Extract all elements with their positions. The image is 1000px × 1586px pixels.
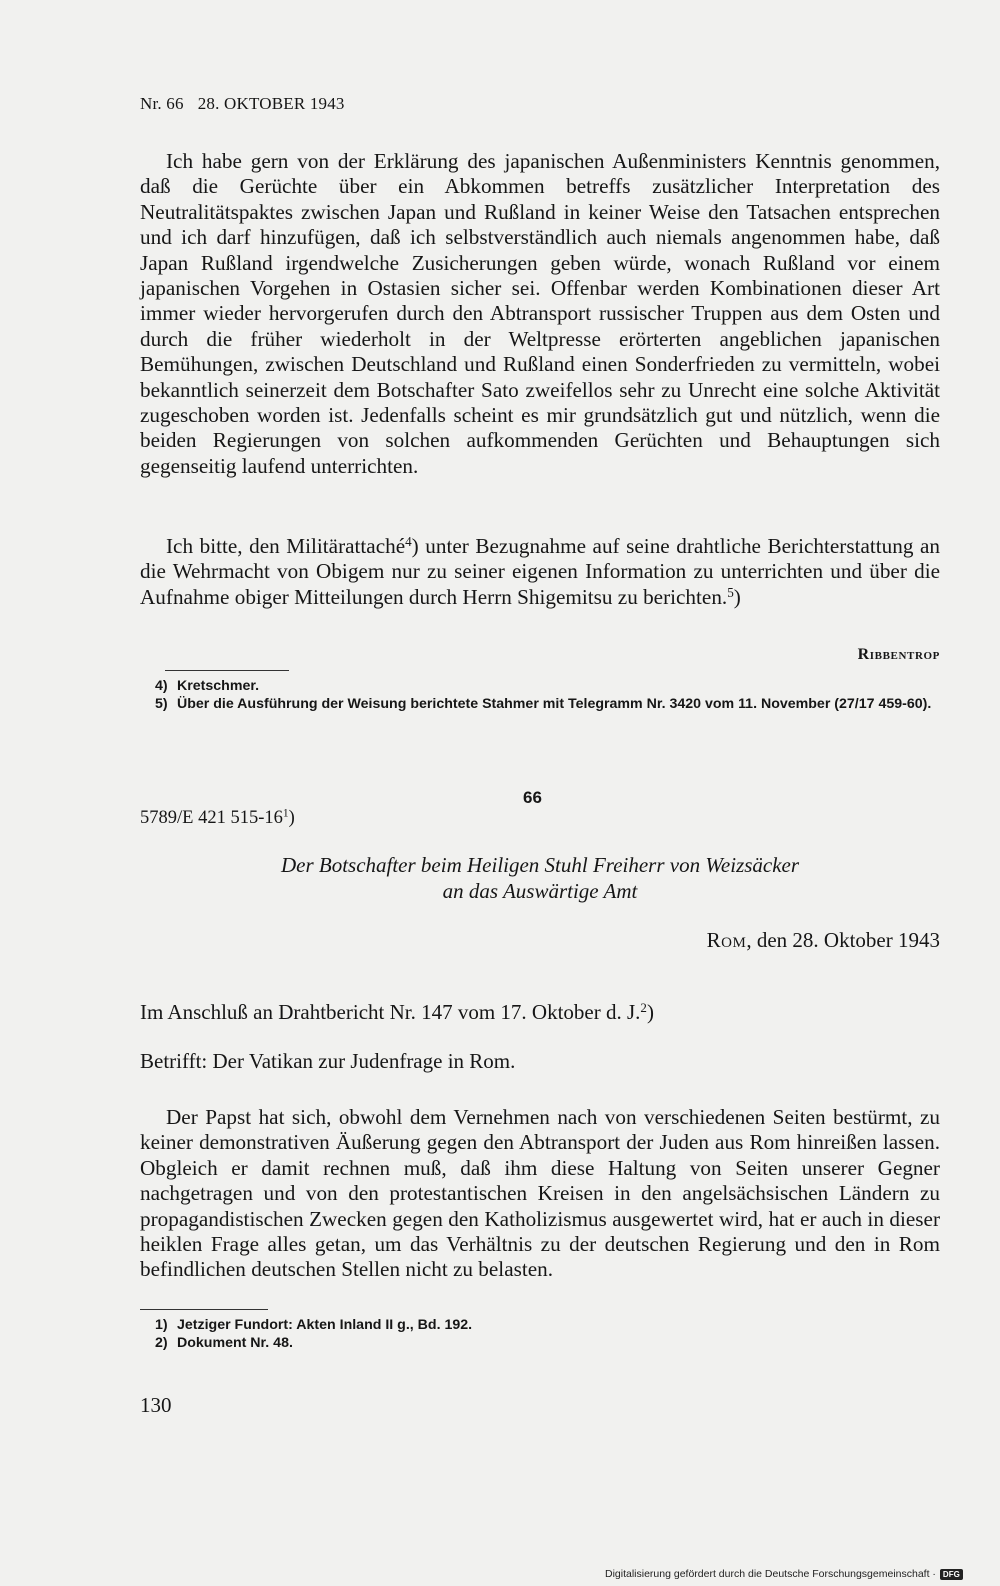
footnote-ref: 1 <box>282 807 289 820</box>
heading-line: an das Auswärtige Amt <box>442 879 638 903</box>
page-number: 130 <box>140 1393 172 1417</box>
paragraph-text: Ich bitte, den Militärattaché <box>166 534 406 558</box>
heading-line: Der Botschafter beim Heiligen Stuhl Freiherr von Weizsäcker <box>280 853 800 877</box>
footnote-mark: 2) <box>155 1334 168 1351</box>
letter-paragraph-2 <box>140 534 940 610</box>
subject-line: Betrifft: Der Vatikan zur Judenfrage in Rom. <box>140 1049 516 1073</box>
footnote <box>155 696 945 714</box>
dateline-place: Rom <box>706 928 747 952</box>
footnote-text: Über die Ausführung der Weisung berichtete Stahmer mit Telegramm Nr. 3420 vom 11. November (27/17 459-60). <box>177 695 932 712</box>
running-head <box>140 94 345 114</box>
paragraph-text: Ich habe gern von der Erklärung des japanischen Außenministers Kenntnis genommen, daß die Gerüchte über ein Abkommen betreffs zusätzlicher Interpretation des Neutralitätspaktes zwischen Japan und Rußland in keiner Weise den Tatsachen entsprechen und ich darf hinzufügen, daß ich selbstverständlich auch niemals angenommen habe, daß Japan Rußland irgendwelche Zusicherungen geben würde, wonach Rußland vor einem japanischen Vorgehen in Ostasien sicher sei. Offenbar werden Kombinationen dieser Art immer wieder hervorgerufen durch den Abtransport russischer Truppen aus dem Osten und durch die früher wiederholt in der Weltpresse erörterten angeblichen japanischen Bemühungen, zwischen Deutschland und Rußland einen Sonderfrieden zu vermitteln, wobei bekanntlich seinerzeit dem Botschafter Sato zweifellos sehr zu Unrecht eine solche Aktivität zugeschoben worden ist. Jedenfalls scheint es mir grundsätzlich gut und nützlich, wenn die beiden Regierungen von solchen aufkommenden Gerüchten und Behauptungen sich gegenseitig laufend unterrichten. <box>140 149 940 478</box>
paragraph-text: ) <box>733 584 741 609</box>
dateline-date: , den 28. Oktober 1943 <box>746 928 940 952</box>
footnote-ref: 2 <box>640 999 647 1015</box>
document-number: 66 <box>523 788 542 807</box>
footnotes-bottom <box>155 1317 945 1352</box>
footnote-ref: 5 <box>727 584 734 600</box>
dateline <box>707 928 940 953</box>
reference-text: Im Anschluß an Drahtbericht Nr. 147 vom 17. Oktober d. J. <box>140 1000 641 1024</box>
footnote-mark: 5) <box>155 695 168 712</box>
digitization-credit <box>605 1568 963 1580</box>
bracket: ) <box>288 808 295 828</box>
footnote-mark: 1) <box>155 1317 168 1333</box>
footnote <box>155 1317 945 1335</box>
footnote-divider <box>140 1309 268 1310</box>
footnotes-top <box>155 678 945 713</box>
signature: Ribbentrop <box>857 646 940 663</box>
footnote-text: Dokument Nr. 48. <box>177 1334 293 1351</box>
running-head-number: Nr. 66 <box>140 94 184 113</box>
footnote-ref: 4 <box>405 533 412 549</box>
footnote-mark: 4) <box>155 678 168 694</box>
paragraph-text: ) unter Bezugnahme auf seine drahtliche Berichterstattung an die Wehrmacht von Obigem nur zu seiner eigenen Information zu unterrichten und über die Aufnahme obiger Mitteilungen durch Herrn Shigemitsu zu berichten. <box>140 534 940 609</box>
footnote <box>155 678 945 696</box>
footnote-text: Kretschmer. <box>177 678 260 694</box>
credit-text: Digitalisierung gefördert durch die Deutsche Forschungsgemeinschaft · <box>605 1568 936 1580</box>
reference-line <box>140 1000 654 1025</box>
dfg-logo-icon: DFG <box>940 1569 963 1580</box>
paragraph-text: Der Papst hat sich, obwohl dem Vernehmen nach von verschiedenen Seiten bestürmt, zu keiner demonstrativen Äußerung gegen den Abtransport der Juden aus Rom hinreißen lassen. Obgleich er damit rechnen muß, daß ihm diese Haltung von Seiten unserer Gegner nachgetragen und von den protestantischen Kreisen in den angelsächsischen Ländern zu propagandistischen Zwecken gegen den Katholizismus ausgewertet wird, hat er auch in dieser heiklen Frage alles getan, um das Verhältnis zu der deutschen Regierung und den in Rom befindlichen deutschen Stellen nicht zu belasten. <box>140 1105 940 1282</box>
running-head-date: 28. OKTOBER 1943 <box>197 94 345 113</box>
document-heading <box>140 852 940 904</box>
document-paragraph <box>140 1105 940 1283</box>
file-reference-text: 5789/E 421 515-16 <box>140 808 283 828</box>
bracket: ) <box>646 1000 654 1024</box>
file-reference <box>140 808 295 829</box>
footnote-text: Jetziger Fundort: Akten Inland II g., Bd. 192. <box>177 1317 473 1333</box>
footnote <box>155 1335 945 1353</box>
footnote-divider <box>165 670 289 671</box>
letter-paragraph-1 <box>140 149 940 479</box>
